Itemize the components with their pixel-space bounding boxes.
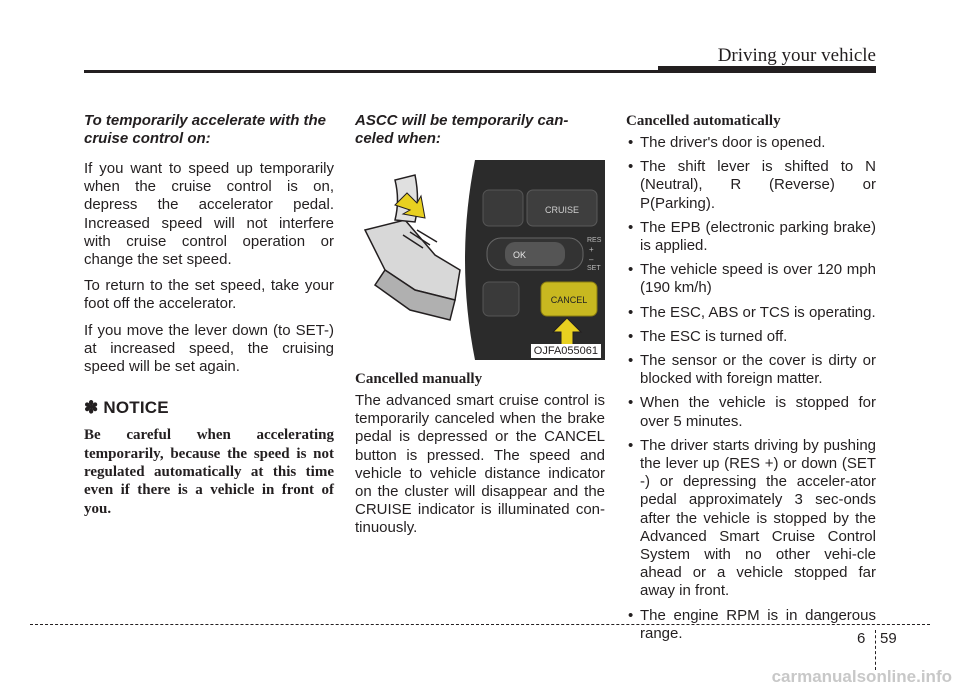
ascc-cancel-heading: ASCC will be temporarily can-celed when: (355, 112, 569, 147)
cancel-button-label: CANCEL (550, 295, 588, 305)
set-label: SET (587, 265, 601, 272)
cancelled-automatically-heading: Cancelled automatically (626, 113, 781, 129)
notice-title: ✽ NOTICE (84, 398, 169, 418)
header-rule-thick (658, 66, 876, 73)
res-label: RES (587, 237, 602, 244)
plus-label: + (589, 245, 594, 254)
accelerate-paragraph-3: If you move the lever down (to SET-) at increased speed, the cruising speed will be set again. (84, 321, 334, 376)
list-item: • The ESC, ABS or TCS is operating. (628, 303, 876, 321)
cancelled-manually-heading: Cancelled manually (355, 371, 483, 387)
notice-body: Be careful when accelerating temporarily, because the speed is not regulated automatically at this time even if there is a vehicle in front of you. (84, 427, 334, 517)
list-item: • When the vehicle is stopped for over 5 minutes. (628, 394, 876, 430)
list-item: • The shift lever is shifted to N (Neutral), R (Reverse) or P(Parking). (628, 158, 876, 212)
footer-rule (30, 624, 930, 625)
watermark: carmanualsonline.info (771, 667, 952, 686)
foot-on-pedal-illustration (355, 160, 605, 360)
column-middle (355, 112, 605, 546)
list-item: • The driver's door is opened. (628, 134, 826, 151)
bullet-dot: • (628, 158, 634, 176)
list-item: • The EPB (electronic parking brake) is applied. (628, 218, 876, 255)
bullet-dot: • (628, 327, 634, 345)
cruise-control-figure (355, 160, 605, 360)
accelerate-paragraph-2: To return to the set speed, take your foot off the accelerator. (84, 277, 334, 313)
chapter-number: 6 (857, 630, 866, 647)
column-right (626, 112, 876, 649)
bullet-dot: • (628, 394, 634, 412)
bullet-dot: • (628, 436, 634, 454)
accelerate-heading: To temporarily accelerate with the cruise control on: (84, 112, 327, 147)
list-item: • The engine RPM is in dangerous range. (628, 606, 876, 642)
list-item: • The ESC is turned off. (628, 327, 788, 345)
cancelled-manually-body: The advanced smart cruise control is temporarily canceled when the brake pedal is depressed or the CANCEL button is pressed. The speed and vehicle to vehicle distance indicator on the cluster will disappear and the CRUISE indicator is illuminated con-tinuously. (355, 392, 605, 537)
column-left (84, 112, 334, 518)
list-item: • The sensor or the cover is dirty or blocked with foreign matter. (628, 352, 876, 388)
bullet-dot: • (628, 352, 634, 370)
ok-label: OK (513, 250, 527, 260)
accelerate-paragraph-1: If you want to speed up temporarily when the cruise control is on, depress the accelerator pedal. Increased speed will not interfere with cruise control operation or change the set speed. (84, 160, 334, 269)
list-item: • The vehicle speed is over 120 mph (190 km/h) (628, 261, 876, 297)
auto-cancel-list (626, 134, 876, 643)
bullet-dot: • (628, 261, 634, 279)
bullet-dot: • (628, 606, 634, 624)
bullet-dot: • (628, 303, 634, 321)
figure-caption: OJFA055061 (531, 344, 601, 358)
bullet-dot: • (628, 134, 634, 151)
header-title: Driving your vehicle (717, 45, 876, 66)
page-number-separator (875, 630, 876, 670)
header-rule (84, 70, 658, 73)
bullet-dot: • (628, 218, 634, 236)
minus-label: – (589, 255, 594, 264)
page-number: 59 (880, 630, 897, 647)
list-item: • The driver starts driving by pushing the lever up (RES +) or down (SET -) or depressing the acceler-ator pedal approximately 3 sec-onds after the vehicle is stopped by the Advanced Smart Cruise Control System with no other vehi-cle ahead or a vehicle stopped far away in front. (628, 436, 876, 600)
cruise-button-label: CRUISE (544, 205, 580, 215)
